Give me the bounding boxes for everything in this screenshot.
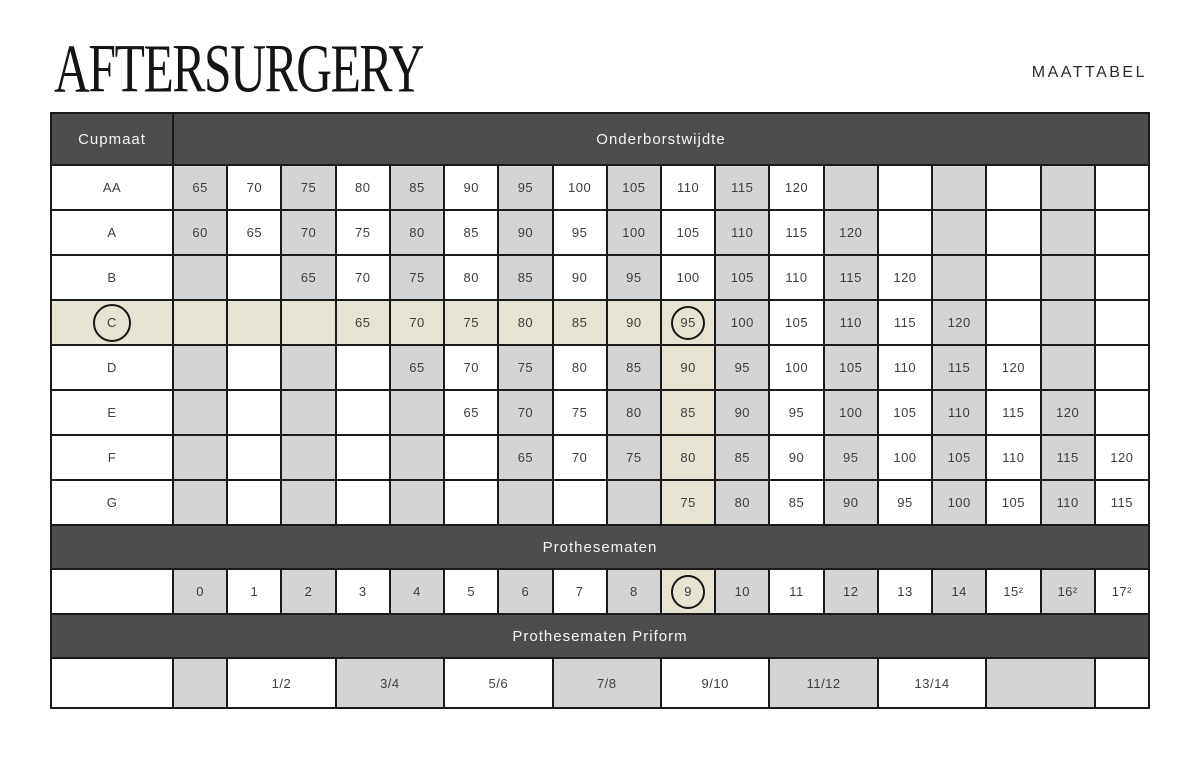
size-cell <box>932 255 986 300</box>
size-cell <box>390 435 444 480</box>
size-cell <box>878 165 932 210</box>
size-cell: 75 <box>661 480 715 525</box>
size-cell <box>824 165 878 210</box>
size-cell: 115 <box>986 390 1040 435</box>
prothese-cell: 14 <box>932 569 986 614</box>
size-cell: 100 <box>932 480 986 525</box>
size-cell: 80 <box>553 345 607 390</box>
size-cell: 65 <box>336 300 390 345</box>
size-cell: 115 <box>715 165 769 210</box>
prothese-cell: 4 <box>390 569 444 614</box>
size-cell: 120 <box>932 300 986 345</box>
size-cell: 95 <box>878 480 932 525</box>
size-cell: 80 <box>715 480 769 525</box>
size-cell <box>336 480 390 525</box>
prothese-cell: 10 <box>715 569 769 614</box>
size-cell: 80 <box>498 300 552 345</box>
size-cell <box>281 435 335 480</box>
priform-cell: 9/10 <box>661 658 769 708</box>
size-cell: 65 <box>173 165 227 210</box>
size-cell: 70 <box>498 390 552 435</box>
size-cell: 110 <box>715 210 769 255</box>
size-cell: 90 <box>444 165 498 210</box>
size-cell: 85 <box>661 390 715 435</box>
size-cell: 85 <box>607 345 661 390</box>
size-cell: 120 <box>1095 435 1149 480</box>
size-cell: 65 <box>227 210 281 255</box>
size-cell: 80 <box>661 435 715 480</box>
size-cell: 65 <box>498 435 552 480</box>
size-cell: 85 <box>444 210 498 255</box>
size-cell: 105 <box>715 255 769 300</box>
size-cell <box>498 480 552 525</box>
size-cell: 95 <box>498 165 552 210</box>
cup-row-label <box>51 300 173 345</box>
size-cell: 100 <box>878 435 932 480</box>
size-cell: 85 <box>498 255 552 300</box>
prothese-cell: 11 <box>769 569 823 614</box>
size-cell: 100 <box>824 390 878 435</box>
prothese-cell: 16² <box>1041 569 1095 614</box>
prothese-cell: 0 <box>173 569 227 614</box>
page-subtitle: MAATTABEL <box>1031 64 1147 81</box>
size-cell: 110 <box>1041 480 1095 525</box>
size-cell: 80 <box>607 390 661 435</box>
size-cell: 90 <box>498 210 552 255</box>
size-cell <box>390 480 444 525</box>
size-cell: 115 <box>932 345 986 390</box>
size-cell: 70 <box>227 165 281 210</box>
prothese-cell: 2 <box>281 569 335 614</box>
size-cell <box>281 390 335 435</box>
size-cell <box>173 480 227 525</box>
size-cell: 105 <box>932 435 986 480</box>
size-cell: 60 <box>173 210 227 255</box>
cup-row <box>51 390 1149 435</box>
size-cell: 105 <box>824 345 878 390</box>
size-cell: 70 <box>553 435 607 480</box>
size-cell <box>878 210 932 255</box>
priform-cell <box>986 658 1094 708</box>
size-cell <box>553 480 607 525</box>
size-cell <box>1095 345 1149 390</box>
size-cell: 70 <box>444 345 498 390</box>
brand-logo: AFTERSURGERY <box>54 30 423 107</box>
size-cell <box>1041 210 1095 255</box>
size-cell: 95 <box>715 345 769 390</box>
size-cell: 75 <box>444 300 498 345</box>
size-cell <box>227 435 281 480</box>
size-cell: 120 <box>878 255 932 300</box>
size-cell <box>1095 255 1149 300</box>
size-cell <box>986 165 1040 210</box>
band-prothesematen: Prothesematen <box>51 525 1149 569</box>
size-cell <box>1041 300 1095 345</box>
size-cell: 85 <box>390 165 444 210</box>
cup-row-label: AA <box>51 165 173 210</box>
table-header-row <box>51 113 1149 165</box>
size-cell <box>227 300 281 345</box>
size-cell: 110 <box>824 300 878 345</box>
cup-row-label: B <box>51 255 173 300</box>
size-cell: 100 <box>607 210 661 255</box>
size-cell: 95 <box>824 435 878 480</box>
size-cell: 70 <box>336 255 390 300</box>
prothese-row-label <box>51 569 173 614</box>
size-cell <box>336 390 390 435</box>
size-cell <box>986 255 1040 300</box>
priform-row <box>51 658 1149 708</box>
size-cell: 95 <box>769 390 823 435</box>
size-cell: 105 <box>986 480 1040 525</box>
cup-row <box>51 255 1149 300</box>
size-cell: 90 <box>607 300 661 345</box>
size-cell: 110 <box>986 435 1040 480</box>
size-cell: 115 <box>824 255 878 300</box>
size-cell: 75 <box>498 345 552 390</box>
size-cell: 110 <box>932 390 986 435</box>
prothese-row <box>51 569 1149 614</box>
size-cell: 70 <box>281 210 335 255</box>
size-cell <box>390 390 444 435</box>
size-cell <box>1041 255 1095 300</box>
prothese-header-row <box>51 525 1149 569</box>
size-table <box>50 112 1150 709</box>
band-prothesematen-priform: Prothesematen Priform <box>51 614 1149 658</box>
size-cell <box>336 435 390 480</box>
size-cell <box>281 300 335 345</box>
size-cell <box>1095 390 1149 435</box>
size-cell <box>444 480 498 525</box>
size-cell: 115 <box>1041 435 1095 480</box>
cup-row <box>51 300 1149 345</box>
size-cell: 70 <box>390 300 444 345</box>
cup-row-label: D <box>51 345 173 390</box>
size-cell <box>986 300 1040 345</box>
cup-row <box>51 210 1149 255</box>
cup-row <box>51 345 1149 390</box>
circled-value: 9 <box>671 575 705 609</box>
size-cell: 110 <box>769 255 823 300</box>
size-cell: 110 <box>878 345 932 390</box>
size-cell <box>227 390 281 435</box>
size-cell: 105 <box>607 165 661 210</box>
size-cell <box>281 480 335 525</box>
size-cell: 65 <box>444 390 498 435</box>
priform-header-row <box>51 614 1149 658</box>
priform-cell: 11/12 <box>769 658 877 708</box>
size-cell <box>1095 210 1149 255</box>
size-cell: 90 <box>715 390 769 435</box>
size-cell <box>173 435 227 480</box>
size-cell: 120 <box>1041 390 1095 435</box>
priform-cell <box>1095 658 1149 708</box>
size-cell <box>1095 300 1149 345</box>
prothese-cell: 5 <box>444 569 498 614</box>
size-cell: 105 <box>878 390 932 435</box>
size-cell: 75 <box>390 255 444 300</box>
size-cell: 105 <box>661 210 715 255</box>
size-cell <box>1041 345 1095 390</box>
size-cell: 85 <box>769 480 823 525</box>
size-cell <box>173 345 227 390</box>
priform-cell: 3/4 <box>336 658 444 708</box>
size-cell <box>173 390 227 435</box>
size-cell: 100 <box>661 255 715 300</box>
size-cell <box>227 255 281 300</box>
priform-cell: 13/14 <box>878 658 986 708</box>
size-cell: 115 <box>1095 480 1149 525</box>
prothese-cell: 6 <box>498 569 552 614</box>
size-cell <box>1041 165 1095 210</box>
size-cell: 115 <box>878 300 932 345</box>
size-cell: 100 <box>715 300 769 345</box>
prothese-cell: 1 <box>227 569 281 614</box>
prothese-cell: 17² <box>1095 569 1149 614</box>
size-cell <box>661 300 715 345</box>
cup-row-label: E <box>51 390 173 435</box>
size-cell: 100 <box>769 345 823 390</box>
prothese-cell: 15² <box>986 569 1040 614</box>
size-cell: 110 <box>661 165 715 210</box>
size-cell: 105 <box>769 300 823 345</box>
size-cell: 75 <box>281 165 335 210</box>
size-cell <box>986 210 1040 255</box>
priform-cell: 7/8 <box>553 658 661 708</box>
size-cell <box>1095 165 1149 210</box>
priform-cell: 1/2 <box>227 658 335 708</box>
size-cell <box>607 480 661 525</box>
priform-row-label <box>51 658 173 708</box>
size-cell: 115 <box>769 210 823 255</box>
size-cell <box>173 300 227 345</box>
size-cell <box>932 210 986 255</box>
cup-row-label: A <box>51 210 173 255</box>
size-cell: 120 <box>769 165 823 210</box>
size-cell: 75 <box>607 435 661 480</box>
cup-row-label: F <box>51 435 173 480</box>
size-cell: 95 <box>553 210 607 255</box>
size-cell <box>227 345 281 390</box>
size-cell <box>281 345 335 390</box>
cup-row <box>51 435 1149 480</box>
size-cell: 80 <box>390 210 444 255</box>
cup-row-label: G <box>51 480 173 525</box>
size-cell: 95 <box>607 255 661 300</box>
size-cell <box>227 480 281 525</box>
priform-cell: 5/6 <box>444 658 552 708</box>
band-onderborstwijdte: Onderborstwijdte <box>173 113 1149 165</box>
circled-value: C <box>93 304 131 342</box>
size-cell <box>444 435 498 480</box>
size-cell: 75 <box>553 390 607 435</box>
size-cell: 85 <box>553 300 607 345</box>
prothese-cell: 7 <box>553 569 607 614</box>
priform-cell <box>173 658 227 708</box>
size-cell <box>932 165 986 210</box>
size-cell: 100 <box>553 165 607 210</box>
corner-header-cupmaat: Cupmaat <box>51 113 173 165</box>
size-cell: 75 <box>336 210 390 255</box>
prothese-cell: 13 <box>878 569 932 614</box>
prothese-cell: 12 <box>824 569 878 614</box>
size-cell: 120 <box>824 210 878 255</box>
size-cell <box>336 345 390 390</box>
size-cell: 90 <box>553 255 607 300</box>
cup-row <box>51 165 1149 210</box>
size-cell: 85 <box>715 435 769 480</box>
size-cell: 65 <box>281 255 335 300</box>
size-cell: 120 <box>986 345 1040 390</box>
size-cell <box>173 255 227 300</box>
prothese-cell: 8 <box>607 569 661 614</box>
size-cell: 80 <box>444 255 498 300</box>
size-cell: 80 <box>336 165 390 210</box>
prothese-cell: 3 <box>336 569 390 614</box>
size-cell: 90 <box>769 435 823 480</box>
size-cell: 90 <box>661 345 715 390</box>
size-cell: 65 <box>390 345 444 390</box>
circled-value: 95 <box>671 306 705 340</box>
cup-row <box>51 480 1149 525</box>
size-cell: 90 <box>824 480 878 525</box>
prothese-cell <box>661 569 715 614</box>
